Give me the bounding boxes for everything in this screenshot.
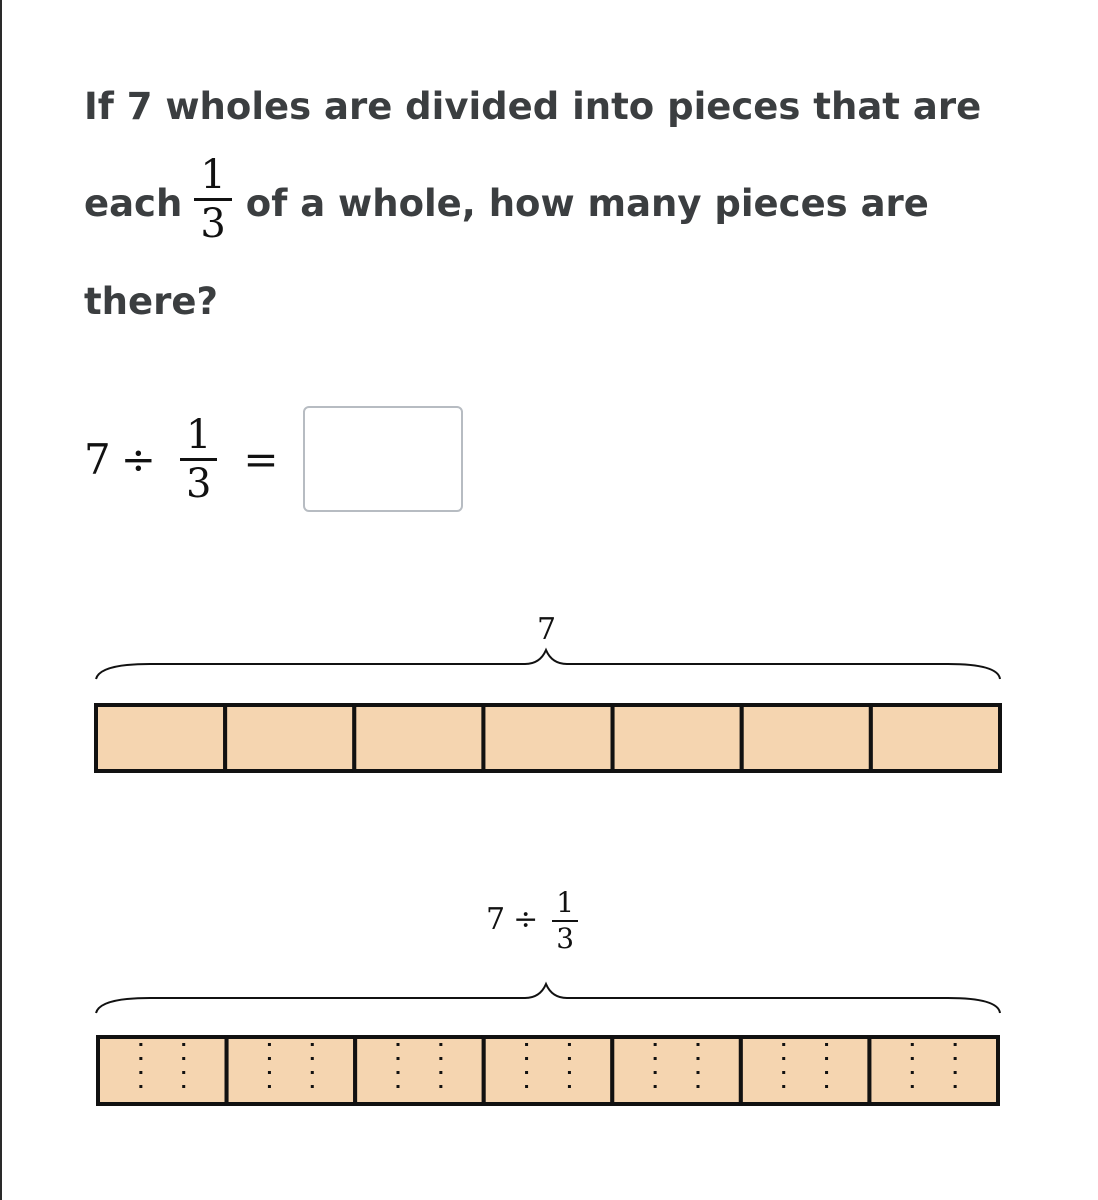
bottom-tape-segment (484, 1037, 613, 1104)
bottom-label-fraction-numerator: 1 (556, 886, 575, 919)
bottom-label-fraction-denominator: 3 (556, 922, 575, 955)
equation-divide-operator: ÷ (120, 434, 156, 484)
top-tape-segment (354, 705, 483, 771)
top-brace (96, 650, 1000, 679)
question-part-1: If 7 wholes are divided into pieces that are each (84, 85, 982, 225)
equation-fraction-numerator: 1 (185, 411, 212, 458)
equation-whole: 7 (84, 434, 111, 484)
top-diagram-label: 7 (537, 612, 557, 647)
top-tape-segment (871, 705, 1000, 771)
question-part-2: of a whole, how many pieces are there? (84, 182, 929, 323)
bottom-tape (98, 1037, 998, 1104)
bottom-tape-segment (227, 1037, 356, 1104)
equation-fraction-denominator: 3 (185, 460, 212, 507)
bottom-brace (96, 984, 1000, 1013)
bottom-tape-segment (869, 1037, 998, 1104)
top-tape (96, 705, 1000, 771)
top-tape-segment (96, 705, 225, 771)
top-tape-segment (742, 705, 871, 771)
bottom-tape-segment (741, 1037, 870, 1104)
bottom-label-whole: 7 (486, 901, 506, 937)
bottom-tape-segment (355, 1037, 484, 1104)
equation-equals: = (243, 434, 279, 484)
bottom-tape-segment (98, 1037, 227, 1104)
question-fraction-numerator: 1 (200, 152, 226, 198)
question-fraction-denominator: 3 (200, 201, 226, 247)
top-tape-segment (613, 705, 742, 771)
top-tape-segment (483, 705, 612, 771)
bottom-tape-segment (612, 1037, 741, 1104)
bottom-label-operator: ÷ (513, 901, 539, 937)
top-tape-segment (225, 705, 354, 771)
